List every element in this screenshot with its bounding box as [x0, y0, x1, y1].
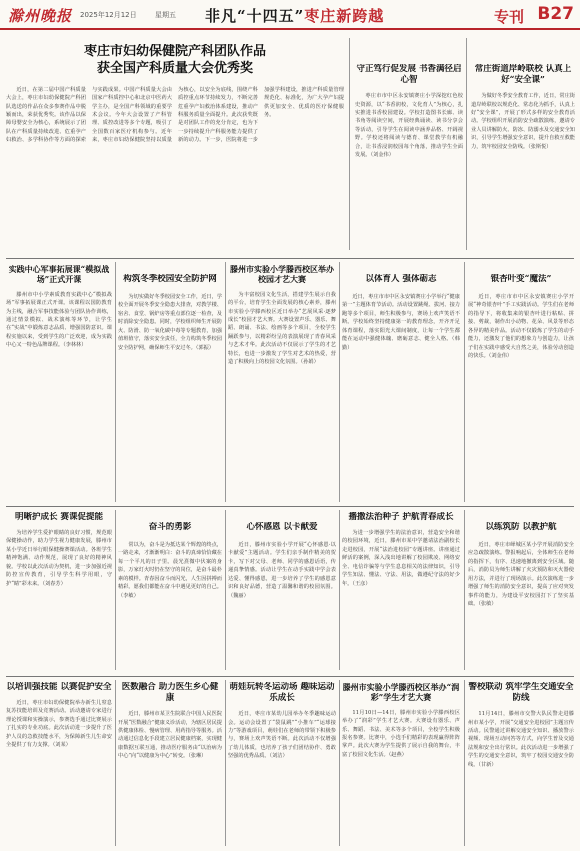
article-training-title: 以培训强技能 以赛促护安全 [6, 682, 112, 692]
article-struggle-text: 常以为，奋斗是为抵达某个辉煌的终点，一路走来，才渐渐明白：奋斗的真谛恰恰藏在每一个平凡的日子里。晨光熹微中伏案的身影，万家灯火时仍在坚守的岗位，是奋斗最朴素的模样。青春因奋斗而闪光，人生因拼搏而精彩。愿我们都能在奋斗中遇见更好的自己。（李敏） [118, 542, 222, 599]
article-military-body [6, 291, 112, 350]
article-kids-sports-body [228, 710, 336, 761]
page-banner [205, 5, 384, 26]
issue-weekday: 星期五 [155, 11, 176, 19]
article-kids-sports [228, 682, 336, 848]
lead-body-text: 近日，在第二届中国产科质量大会上，枣庄市妇幼保健院产科团队选送的作品在众多参赛作品中脱颖而出，荣获优秀奖。该作品以保障母婴安全为核心，系统展示了团队在产科质量持续改进、危重孕产妇救治、多学科协作等方面的探索与实践成果。中国产科质量大会由国家产科质控中心和北京中医药大学主办，是全国产科领域的重要学术会议。今年大会设置了产科管理、质控改进等多个专题，吸引了全国数百家医疗机构参与。近年来，枣庄市妇幼保健院坚持以质量为核心，以安全为底线，围绕产科质控重点环节持续发力，不断完善危重孕产妇救治体系建设，推动产科服务质量全面提升。此次获奖既是对团队工作的充分肯定，也为下一步持续提升产科服务能力提供了新的动力。下一步，医院将进一步加强学科建设，推进产科质量管理规范化、标准化，为广大孕产妇提供更加安全、优质的医疗保健服务。 [6, 86, 344, 144]
article-fire-drill-body [468, 541, 574, 608]
article-struggle-title: 奋斗的勇影 [148, 522, 192, 532]
article-eye-care-text: 为培养学生爱护眼睛的良好习惯，规范眼保健操动作，助力学生视力健康发展，滕州市某小学近日举行眼保健操赛课活动。各班学生精神饱满、动作规范，展现了良好的精神风貌。学校以此次活动为契机，进一步加强近视防控宣传教育，引导学生科学用眼，守护“睛”彩未来。（刘春芳） [6, 530, 112, 587]
section-label: 专刊 [493, 8, 524, 26]
article-medical-data [118, 682, 222, 848]
article-eye-care [6, 512, 112, 674]
masthead [0, 0, 580, 30]
article-fire-drill-text: 近日，枣庄市峄城区某小学开展消防安全应急疏散演练。警报响起后，全体师生在老师的指挥下，有序、迅速地撤离到安全区域。随后，消防员为师生讲解了火灾预防和灭火器使用方法，并进行了现场演示。此次演练进一步增强了师生的消防安全意识，提高了应对突发事件的能力，为建设平安校园打下了坚实基础。（张敏） [468, 542, 574, 607]
lead-title-line1: 枣庄市妇幼保健院产科团队作品 [83, 44, 266, 59]
article-kids-sports-title: 萌娃玩转冬运动场 趣味运动乐成长 [229, 682, 335, 704]
article-struggle-body [118, 541, 222, 600]
article-reading-title: 守正笃行促发展 书香满径启心智 [356, 64, 462, 86]
article-talent-contest [228, 264, 336, 504]
article-kids-sports-text: 近日，枣庄市某幼儿园举办冬季趣味运动会。运动会设置了“袋鼠跳”“小推车”“运球接力”等游戏项目，萌娃们在老师的带领下积极参与，赛场上欢声笑语不断。此次活动不仅增强了幼儿体质，也培养了孩子们团结协作、勇敢坚强的优秀品质。（刘洁） [228, 711, 336, 760]
article-sports-body [342, 293, 460, 352]
article-safety-class [471, 64, 575, 254]
article-runcai [342, 682, 460, 848]
article-ginkgo-body [468, 293, 574, 360]
article-reading-body [355, 92, 463, 159]
article-traffic-text: 11月14日，滕州市交警大队民警走进滕州市某小学，开展“交通安全进校园”主题宣传活动。民警通过讲解交通安全知识、播放警示视频、现场互动问答等方式，向学生普及交通法规和安全出行常识。此次活动进一步增强了学生的交通安全意识，筑牢了校园交通安全防线。（甘新） [468, 711, 574, 768]
article-ginkgo-title: 银杏叶变“魔法” [490, 274, 552, 284]
article-sports-title: 以体育人 强体砺志 [365, 274, 437, 284]
article-gratitude-text: 近日，滕州市实验小学开展“心怀感恩·以卡献爱”主题活动。学生们亲手制作精美的贺卡，写下对父母、老师、同学的感恩话语，传递真挚情感。活动让学生在动手实践中学会表达爱、懂得感恩，进一步培养了学生的感恩意识和良好品德，营造了温馨和谐的校园氛围。（魏丽） [228, 542, 336, 599]
article-reading-text: 枣庄市市中区永安镇赛庄小学深挖红色校史资源，以“书香润校，文化育人”为核心，扎实推进书香校园建设。学校打造图书长廊、读书角等阅读空间，开展经典诵读、读书分享会等活动，引导学生在阅读中涵养品格、开阔视野。学校还将阅读与德育、课堂教学有机融合，让书香浸润校园每个角落，推动学生全面发展。（刘金伟） [355, 93, 463, 159]
lead-body [6, 86, 344, 244]
article-military-text: 滕州市中小学素质教育实践中心“模拟战场”军事拓展课正式开课。该课程以国防教育为主线，融合军事技能体验与团队协作训练，通过情景模拟、战术演练等环节，让学生在“实战”中锻炼意志品质、增强国防意识。课程实施以来，受到学生的广泛欢迎，成为实践中心又一特色品牌课程。（李林林） [6, 291, 112, 349]
article-ginkgo [468, 274, 574, 506]
lead-title-line2: 获全国产科质量大会优秀奖 [96, 60, 253, 76]
article-traffic-title: 警校联动 筑牢学生交通安全防线 [468, 682, 574, 704]
article-winter-safety-title: 构筑冬季校园安全防护网 [123, 274, 217, 284]
article-eye-care-body [6, 529, 112, 588]
article-winter-safety [118, 274, 222, 506]
article-military-title: 实践中心军事拓展课“模拟战场”正式开课 [8, 264, 110, 285]
article-training-text: 近日，枣庄市妇幼保健院举办新生儿窒息复苏技能培训及竞赛活动。活动邀请专家进行理论授课和实操演示，参赛选手通过比赛展示了扎实的专业功底。此次活动进一步提升了医护人员的急救技能水平，为保障新生儿生命安全提供了有力支撑。（刘某） [6, 700, 112, 749]
article-talent-contest-text: 为丰富校园文化生活，搭建学生展示自我的平台，培育学生全面发展的核心素养，滕州市实验小学滕西校区近日举办“艺展风采·逐梦成长”校园才艺大赛。大赛设置声乐、器乐、舞蹈、朗诵、书法、绘画等多个项目，全校学生踊跃参与，以精彩纷呈的表演展现了青春风采与艺术才华。此次活动不仅展示了学生的才艺特长，也进一步激发了学生对艺术的热爱，营造了积极向上的校园文化氛围。（孙娟） [228, 291, 336, 366]
article-reading [355, 64, 463, 254]
newspaper-logo: 滁州晚报 [8, 7, 73, 25]
article-medical-data-title: 医数融合 助力医生乡心健康 [121, 682, 219, 704]
article-gratitude-title: 心怀感恩 以卡献爱 [246, 522, 318, 532]
article-legal-title: 播撒法治种子 护航青春成长 [348, 512, 454, 522]
banner-text: 非凡“十四五” [205, 7, 305, 25]
article-legal-body [342, 529, 460, 588]
page-code: B27 [537, 4, 574, 24]
article-safety-class-title: 常庄街道岸岭联校 认真上好“安全课” [474, 64, 572, 86]
article-legal-text: 为进一步增强学生的法治意识，营造安全和谐的校园环境，近日，滕州市某中学邀请法治副校长走进校园，开展“法治进校园”专题讲座。讲座通过鲜活的案例，深入浅出地讲解了校园欺凌、网络安全、电信诈骗等与学生息息相关的法律知识，引导学生知法、懂法、守法、用法，做遵纪守法的好少年。（王彦） [342, 530, 460, 587]
lead-article [6, 44, 344, 254]
article-sports [342, 274, 460, 506]
article-training-body [6, 699, 112, 750]
article-traffic [468, 682, 574, 848]
article-medical-data-text: 近日，滕州市某卫生院联合中国人民医院开展“医数融合”健康义诊活动，为辖区居民提供健康体检、慢病管理、用药指导等服务。活动通过信息化手段建立居民健康档案，实现健康数据互联互通，推动医疗服务由“以治病为中心”向“以健康为中心”转变。（张琳） [118, 711, 222, 760]
article-winter-safety-body [118, 293, 222, 352]
article-runcai-text: 11月10日—14日，滕州市实验小学滕西校区举办了“润彩”学生才艺大赛。大赛设有器乐、声乐、舞蹈、书法、美术等多个项目，全校学生积极报名参赛。比赛中，小选手们精彩的表现赢得阵阵掌声。此次大赛为学生提供了展示自我的舞台，丰富了校园文化生活。（赵燕） [342, 709, 460, 758]
article-safety-class-body [471, 92, 575, 151]
article-medical-data-body [118, 710, 222, 761]
article-military [6, 264, 112, 504]
article-runcai-body [342, 709, 460, 760]
article-ginkgo-text: 近日，枣庄市市中区永安镇赛庄小学开展“神奇银杏叶”手工实践活动。学生们在老师的指导下，将收集来的银杏叶进行粘贴、拼接、剪裁，制作出小动物、花朵、风景等形态各异的精美作品。活动不仅锻炼了学生的动手能力，还激发了他们的想象力与创造力，让孩子们在实践中感受大自然之美，体验劳动创造的快乐。（刘金伟） [468, 294, 574, 359]
article-fire-drill-title: 以练筑防 以教护航 [485, 522, 557, 532]
article-runcai-title: 滕州市实验小学滕西校区举办“润彩”学生才艺大赛 [342, 682, 460, 703]
article-talent-contest-body [228, 291, 336, 367]
article-gratitude [228, 522, 336, 674]
article-talent-contest-title: 滕州市实验小学滕西校区举办校园才艺大赛 [230, 264, 334, 285]
article-fire-drill [468, 522, 574, 674]
article-training [6, 682, 112, 848]
article-gratitude-body [228, 541, 336, 600]
article-safety-class-text: 为做好冬季安全教育工作，近日，常庄街道岸岭联校以规范化、常态化为抓手，认真上好“安全课”，开展了形式多样的安全教育活动。学校组织开展消防安全疏散演练，邀请专业人员讲解防火、防冻、防溺水及交通安全知识，引导学生增强安全意识，提升自救互救能力，筑牢校园安全防线。（张斯悦） [471, 93, 575, 150]
article-legal [342, 512, 460, 674]
issue-date: 2025年12月12日 [80, 11, 137, 19]
article-traffic-body [468, 710, 574, 769]
banner-highlight: 枣庄新跨越 [304, 7, 385, 25]
article-eye-care-title: 明晰护成长 赛课促提能 [15, 512, 103, 522]
article-winter-safety-text: 为切实做好冬季校园安全工作，近日，学校全面开展冬季安全隐患大排查，对教学楼、宿舍、食堂、锅炉房等重点部位逐一检查，及时消除安全隐患。同时，学校组织师生开展防火、防滑、防一氧化碳中毒等专题教育，加强值班值守，落实安全责任，全力构筑冬季校园安全防护网，确保师生平安过冬。（郭振） [118, 294, 222, 351]
article-sports-text: 近日，枣庄市市中区永安镇赛庄小学举行“健康第一”主题体育节活动。活动设置跳绳、拔河、接力跑等多个项目，师生积极参与，赛场上欢声笑语不断。学校始终坚持健康第一的教育理念，开齐开足体育课程，落实阳光大课间制度，让每一个学生都能在运动中强健体魄、磨砺意志、健全人格。（韩勤） [342, 294, 460, 351]
article-struggle [118, 522, 222, 674]
